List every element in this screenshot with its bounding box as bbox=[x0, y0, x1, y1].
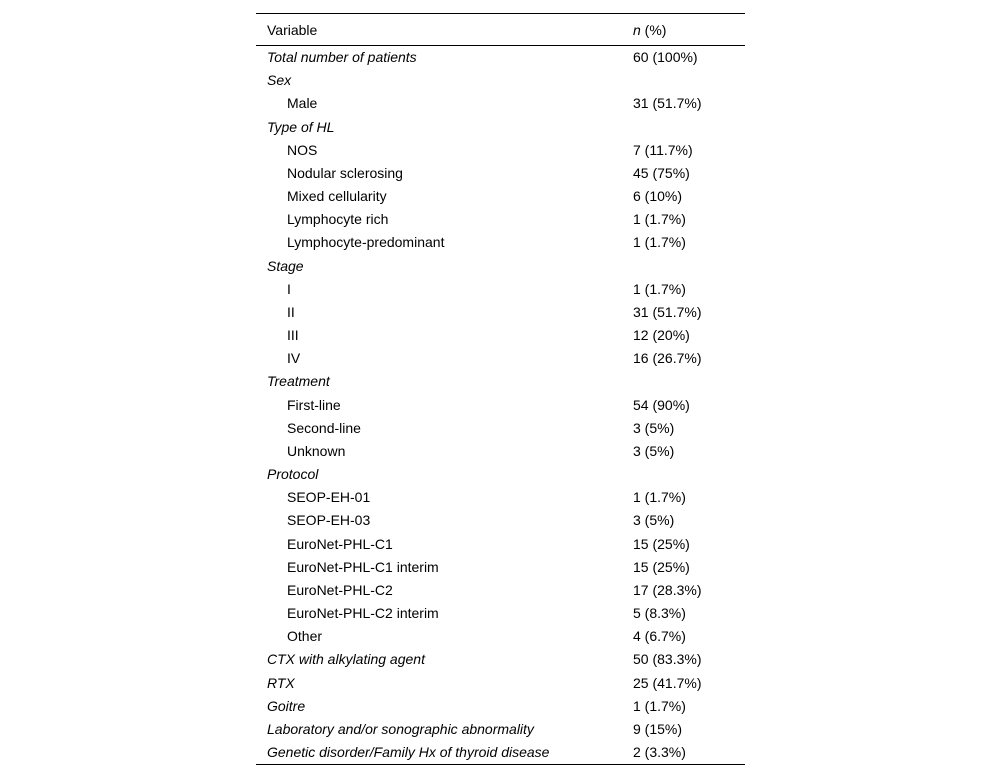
table-row bbox=[256, 394, 745, 417]
variable-cell: III bbox=[287, 327, 299, 344]
value-cell: 2 (3.3%) bbox=[633, 744, 686, 761]
value-cell: 9 (15%) bbox=[633, 720, 683, 737]
table-row bbox=[256, 301, 745, 324]
table-row bbox=[256, 255, 745, 278]
value-cell: 1 (1.7%) bbox=[633, 280, 686, 297]
variable-cell: Unknown bbox=[287, 442, 346, 459]
value-cell: 15 (25%) bbox=[633, 558, 690, 575]
value-cell: 1 (1.7%) bbox=[633, 234, 686, 251]
variable-cell: Type of HL bbox=[267, 118, 335, 135]
value-cell: 3 (5%) bbox=[633, 442, 675, 459]
table-row bbox=[256, 672, 745, 695]
table-row bbox=[256, 509, 745, 532]
table-row bbox=[256, 139, 745, 162]
variable-cell: SEOP-EH-01 bbox=[287, 489, 371, 506]
variable-cell: I bbox=[287, 280, 291, 297]
table-row bbox=[256, 185, 745, 208]
value-cell: 15 (25%) bbox=[633, 535, 690, 552]
table-row bbox=[256, 533, 745, 556]
variable-cell: EuroNet-PHL-C2 interim bbox=[287, 605, 439, 622]
variable-cell: Male bbox=[287, 95, 318, 112]
variable-cell: First-line bbox=[287, 396, 341, 413]
value-cell: 7 (11.7%) bbox=[633, 141, 693, 158]
value-cell: 5 (8.3%) bbox=[633, 605, 686, 622]
table-row bbox=[256, 718, 745, 741]
value-cell: 25 (41.7%) bbox=[633, 674, 702, 691]
value-cell: 45 (75%) bbox=[633, 164, 690, 181]
table-row bbox=[256, 162, 745, 185]
value-cell: 3 (5%) bbox=[633, 419, 675, 436]
table-row bbox=[256, 463, 745, 486]
variable-cell: Mixed cellularity bbox=[287, 188, 387, 205]
variable-cell: Total number of patients bbox=[267, 49, 417, 65]
variable-cell: EuroNet-PHL-C2 bbox=[287, 581, 393, 598]
variable-cell: NOS bbox=[287, 141, 318, 158]
table-row bbox=[256, 347, 745, 370]
value-cell: 50 (83.3%) bbox=[633, 651, 702, 668]
variable-cell: Other bbox=[287, 628, 323, 645]
variable-cell: Lymphocyte-predominant bbox=[287, 234, 445, 251]
variable-cell: Laboratory and/or sonographic abnormality bbox=[267, 720, 534, 737]
value-cell: 54 (90%) bbox=[633, 396, 690, 413]
table-row bbox=[256, 625, 745, 648]
header-percent: (%) bbox=[640, 21, 667, 38]
variable-cell: Lymphocyte rich bbox=[287, 211, 389, 228]
patient-characteristics-table bbox=[256, 13, 745, 765]
table-row bbox=[256, 116, 745, 139]
table-row bbox=[256, 486, 745, 509]
variable-cell: Stage bbox=[267, 257, 304, 274]
table-header-row bbox=[256, 14, 745, 45]
variable-cell: RTX bbox=[267, 674, 295, 691]
table-row bbox=[256, 278, 745, 301]
table-row bbox=[256, 648, 745, 671]
header-n-italic: n bbox=[633, 21, 641, 38]
variable-cell: IV bbox=[287, 350, 301, 367]
table-row bbox=[256, 556, 745, 579]
value-cell: 16 (26.7%) bbox=[633, 350, 702, 367]
table-row bbox=[256, 370, 745, 393]
table-row bbox=[256, 231, 745, 254]
variable-cell: Protocol bbox=[267, 466, 319, 483]
table-row bbox=[256, 208, 745, 231]
value-cell: 31 (51.7%) bbox=[633, 303, 702, 320]
variable-cell: EuroNet-PHL-C1 bbox=[287, 535, 393, 552]
value-cell: 1 (1.7%) bbox=[633, 489, 686, 506]
table-row bbox=[256, 92, 745, 115]
value-cell: 12 (20%) bbox=[633, 327, 690, 344]
value-cell: 60 (100%) bbox=[633, 49, 698, 65]
value-cell: 17 (28.3%) bbox=[633, 581, 702, 598]
table-row bbox=[256, 324, 745, 347]
value-cell: 4 (6.7%) bbox=[633, 628, 686, 645]
header-variable: Variable bbox=[267, 21, 318, 38]
table-row bbox=[256, 741, 745, 764]
value-cell: 1 (1.7%) bbox=[633, 211, 686, 228]
table-body bbox=[256, 46, 745, 764]
variable-cell: Second-line bbox=[287, 419, 361, 436]
table-row bbox=[256, 579, 745, 602]
header-n-percent bbox=[633, 22, 745, 38]
variable-cell: Sex bbox=[267, 72, 292, 89]
value-cell: 6 (10%) bbox=[633, 188, 683, 205]
variable-cell: Genetic disorder/Family Hx of thyroid disease bbox=[267, 744, 550, 761]
value-cell: 31 (51.7%) bbox=[633, 95, 702, 112]
table-row bbox=[256, 69, 745, 92]
variable-cell: II bbox=[287, 303, 295, 320]
variable-cell: SEOP-EH-03 bbox=[287, 512, 371, 529]
variable-cell: EuroNet-PHL-C1 interim bbox=[287, 558, 439, 575]
table-row bbox=[256, 440, 745, 463]
variable-cell: Treatment bbox=[267, 373, 330, 390]
table-row bbox=[256, 695, 745, 718]
table-row bbox=[256, 602, 745, 625]
table-row bbox=[256, 417, 745, 440]
variable-cell: CTX with alkylating agent bbox=[267, 651, 425, 668]
variable-cell: Goitre bbox=[267, 697, 306, 714]
table-row bbox=[256, 46, 745, 69]
table-bottom-rule bbox=[256, 764, 745, 765]
value-cell: 1 (1.7%) bbox=[633, 697, 686, 714]
value-cell: 3 (5%) bbox=[633, 512, 675, 529]
variable-cell: Nodular sclerosing bbox=[287, 164, 403, 181]
